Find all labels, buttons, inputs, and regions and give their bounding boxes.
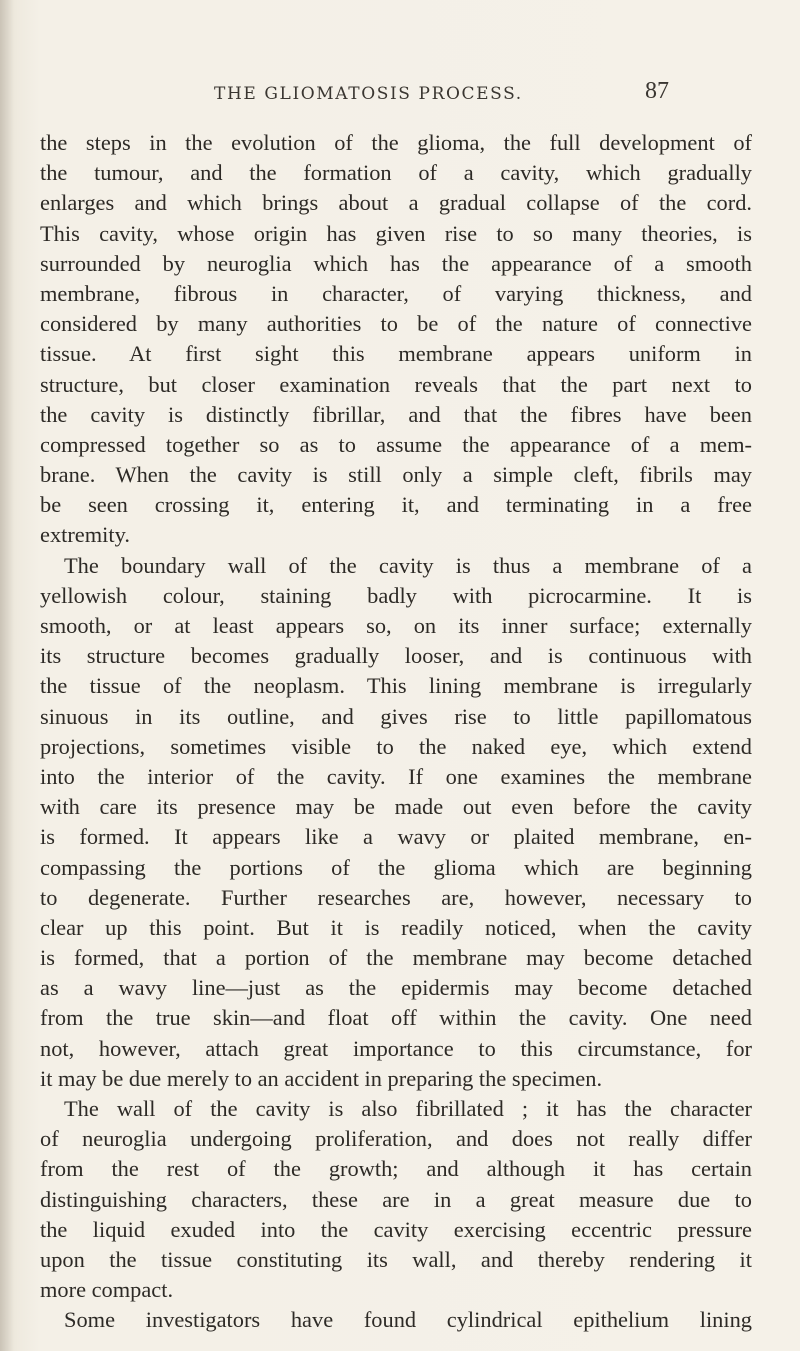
text-line: more compact. [40,1277,174,1303]
text-line: as a wavy line—just as the epidermis may become detached [40,975,752,1001]
text-line: the steps in the evolution of the glioma, the full development of [40,130,752,155]
text-line: be seen crossing it, entering it, and terminating in a free [40,492,752,518]
paragraph-start: The wall of the cavity is also fibrillated ; it has the character [64,1096,752,1121]
text-line: smooth, or at least appears so, on its inner surface; externally [40,613,752,638]
text-line: to degenerate. Further researches are, however, necessary to [40,884,752,910]
text-line: tissue. At first sight this membrane appears uniform in [40,341,752,367]
text-line: clear up this point. But it is readily noticed, when the cavity [40,914,752,940]
text-line: is formed. It appears like a wavy or plaited membrane, en- [40,824,752,850]
text-line: surrounded by neuroglia which has the appearance of a smooth [40,250,752,276]
text-line: compressed together so as to assume the appearance of a mem- [40,431,752,457]
text-line: brane. When the cavity is still only a simple cleft, fibrils may [40,462,752,488]
text-line: upon the tissue constituting its wall, and thereby rendering it [40,1246,752,1272]
text-line: compassing the portions of the glioma which are beginning [40,854,752,880]
paragraph-start: Some investigators have found cylindrical epithelium lining [64,1307,752,1333]
text-line: not, however, attach great importance to this circumstance, for [40,1035,752,1061]
text-line: distinguishing characters, these are in a great measure due to [40,1186,752,1212]
text-line: structure, but closer examination reveals that the part next to [40,371,752,397]
text-line: the liquid exuded into the cavity exercising eccentric pressure [40,1216,752,1242]
binding-shadow [0,0,14,1351]
text-line: the cavity is distinctly fibrillar, and that the fibres have been [40,401,752,427]
text-line: the tumour, and the formation of a cavity, which gradually [40,160,752,186]
text-line: yellowish colour, staining badly with picrocarmine. It is [40,582,752,608]
running-head [0,78,800,112]
text-line: its structure becomes gradually looser, and is continuous with [40,643,752,669]
running-title: THE GLIOMATOSIS PROCESS. [214,84,523,104]
text-line: the tissue of the neoplasm. This lining membrane is irregularly [40,673,752,699]
text-line: from the true skin—and float off within the cavity. One need [40,1005,752,1031]
text-line: of neuroglia undergoing proliferation, and does not really differ [40,1126,752,1152]
text-line: sinuous in its outline, and gives rise to little papillomatous [40,703,752,729]
text-line: considered by many authorities to be of the nature of connective [40,311,752,337]
paragraph-start: The boundary wall of the cavity is thus a membrane of a [64,552,752,578]
text-line: This cavity, whose origin has given rise to so many theories, is [40,220,752,246]
text-line: projections, sometimes visible to the naked eye, which extend [40,733,752,759]
text-line: membrane, fibrous in character, of varying thickness, and [40,280,752,306]
text-line: into the interior of the cavity. If one examines the membrane [40,763,752,789]
text-line: extremity. [40,522,130,548]
page-number: 87 [645,78,669,104]
text-line: enlarges and which brings about a gradual collapse of the cord. [40,190,752,216]
body-text [40,128,752,1336]
text-line: with care its presence may be made out even before the cavity [40,794,752,820]
text-line: it may be due merely to an accident in preparing the specimen. [40,1065,603,1091]
text-line: from the rest of the growth; and although it has certain [40,1156,752,1182]
text-line: is formed, that a portion of the membrane may become detached [40,945,752,971]
